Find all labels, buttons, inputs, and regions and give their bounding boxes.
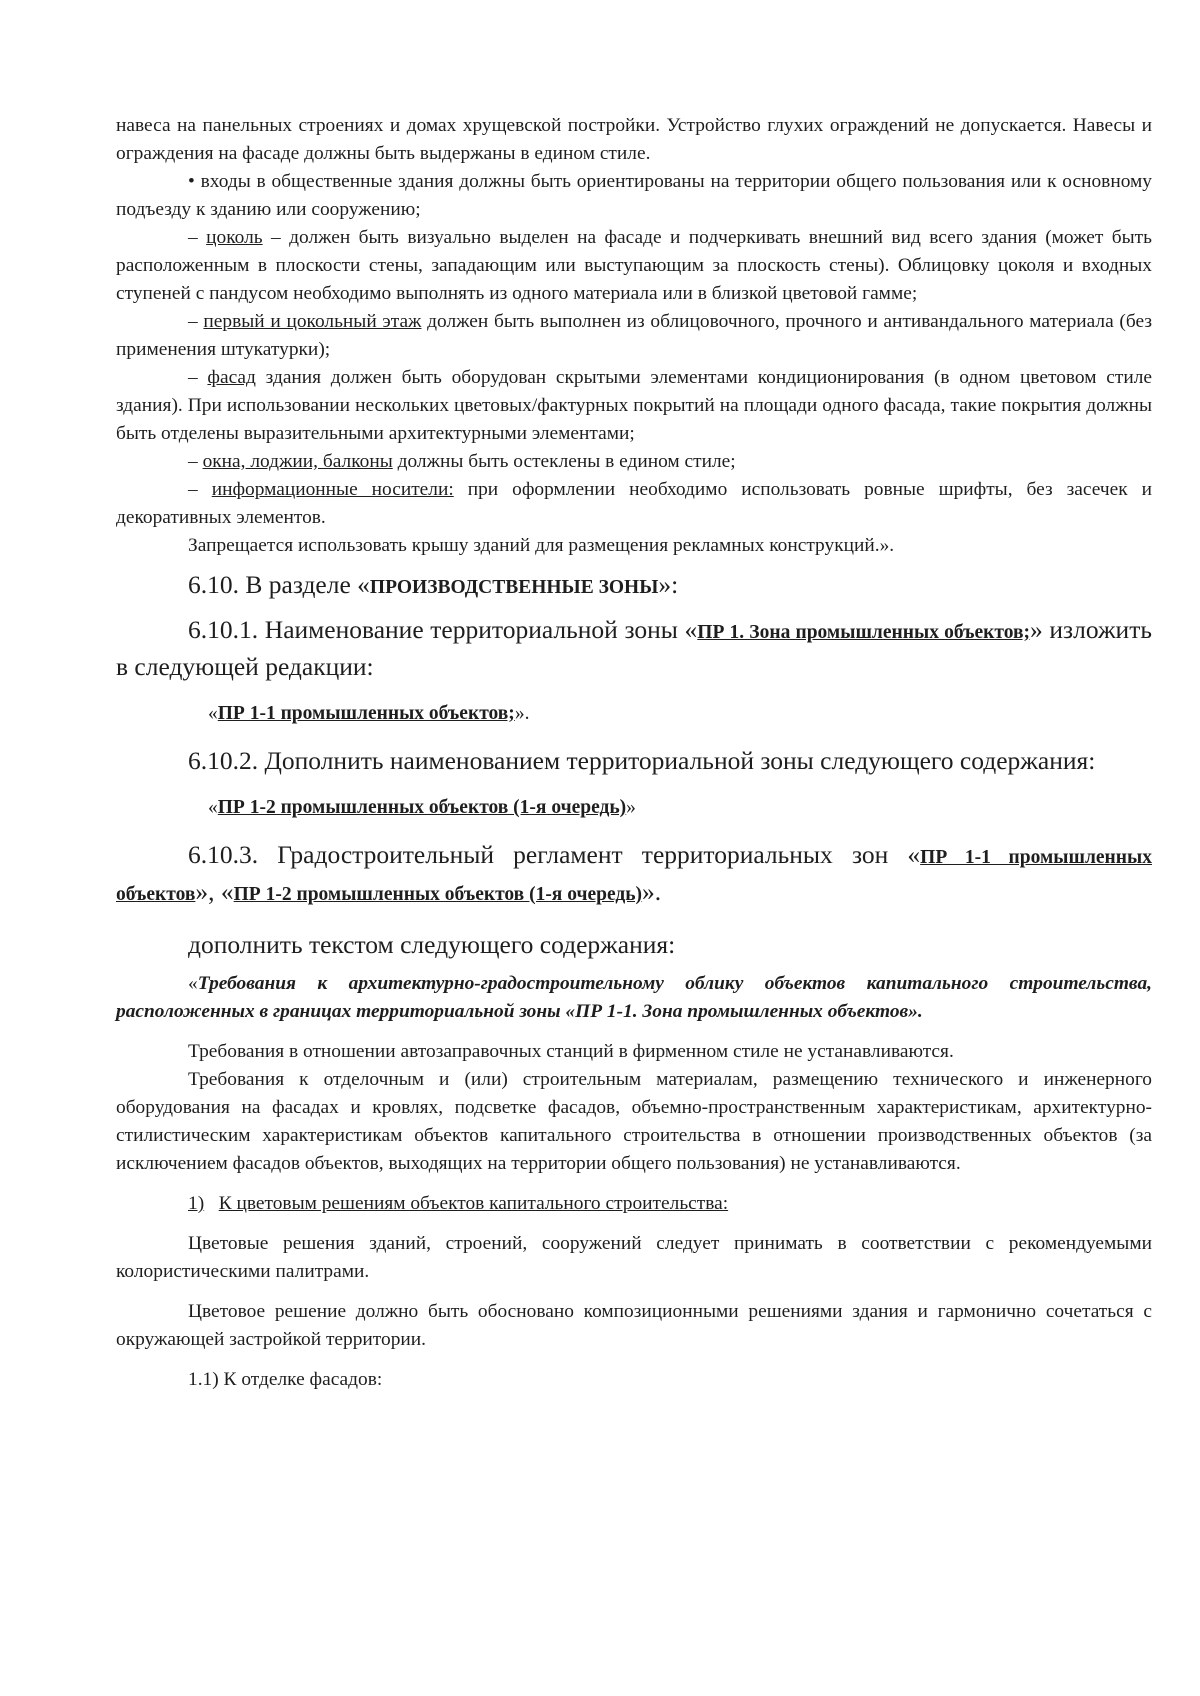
zone-name-1-1-ref: ПР 1-1 промышленных объектов [116, 847, 1152, 905]
paragraph-roof-ban: Запрещается использовать крышу зданий для размещения рекламных конструкций.». [188, 535, 895, 556]
dash-marker: – [188, 367, 198, 388]
term-first-floor: первый и цокольный этаж [203, 311, 422, 332]
term-facade: фасад [207, 367, 256, 388]
paragraph-color-palettes: Цветовые решения зданий, строений, сооружений следует принимать в соответствии с рекомендуемыми колористическими палитрами. [116, 1233, 1152, 1282]
list-item-1-number: 1) [188, 1193, 205, 1214]
zone-name-old: ПР 1. Зона промышленных объектов; [697, 622, 1030, 643]
paragraph-canopies: навеса на панельных строениях и домах хрущевской постройки. Устройство глухих ограждений не допускается. Навесы и ограждения на фасаде должны быть выдержаны в едином стиле. [116, 115, 1152, 164]
zone-name-1-1: ПР 1-1 промышленных объектов; [217, 703, 515, 724]
paragraph-windows: – окна, лоджии, балконы должны быть остеклены в едином стиле; [188, 451, 736, 472]
quote-zone-1-2: «ПР 1-2 промышленных объектов (1-я очередь)» [208, 797, 636, 818]
term-info-carriers: информационные носители: [211, 479, 454, 500]
heading-6-10-3-continuation: дополнить текстом следующего содержания: [188, 930, 676, 959]
paragraph-plinth: – цоколь – должен быть визуально выделен на фасаде и подчеркивать внешний вид всего здания (может быть расположенным в плоскости стены, западающим или выступающим за плоскость стены). Облицовку цоколя и входных ступеней с пандусом необходимо выполнять из одного материала или в близкой цветовой гамме; [116, 227, 1152, 304]
zone-name-1-2: ПР 1-2 промышленных объектов (1-я очередь) [217, 797, 627, 818]
paragraph-gas-stations: Требования в отношении автозаправочных станций в фирменном стиле не устанавливаются. [188, 1041, 954, 1062]
section-name: ПРОИЗВОДСТВЕННЫЕ ЗОНЫ [369, 577, 659, 598]
list-item-1-1: 1.1) К отделке фасадов: [188, 1369, 383, 1390]
quote-zone-1-1: «ПР 1-1 промышленных объектов;». [208, 703, 530, 724]
dash-marker: – [188, 451, 198, 472]
term-plinth: цоколь [206, 227, 263, 248]
paragraph-color-justification: Цветовое решение должно быть обосновано композиционными решениями здания и гармонично сочетаться с окружающей застройкой территории. [116, 1301, 1152, 1350]
list-item-1-text: К цветовым решениям объектов капитального строительства: [218, 1193, 729, 1214]
paragraph-materials: Требования к отделочным и (или) строительным материалам, размещению технического и инженерного оборудования на фасадах и кровлях, подсветке фасадов, объемно-пространственным характеристикам, архитектурно-стилистическим характеристикам объектов капитального строительства в отношении производственных объектов (за исключением фасадов объектов, выходящих на территории общего пользования) не устанавливаются. [116, 1069, 1152, 1174]
zone-name-1-2-ref: ПР 1-2 промышленных объектов (1-я очередь) [233, 884, 643, 905]
requirements-title: «Требования к архитектурно-градостроительному облику объектов капитального строительства, расположенных в границах территориальной зоны «ПР 1-1. Зона промышленных объектов». [116, 973, 1152, 1022]
dash-marker: – [188, 227, 198, 248]
document-page [116, 112, 1152, 1394]
paragraph-info-carriers: – информационные носители: при оформлении необходимо использовать ровные шрифты, без засечек и декоративных элементов. [116, 479, 1152, 528]
paragraph-entrances: • входы в общественные здания должны быть ориентированы на территории общего пользования или к основному подъезду к зданию или сооружению; [116, 171, 1152, 220]
dash-marker: – [188, 479, 198, 500]
list-item-1 [116, 1190, 1152, 1218]
heading-6-10-3: 6.10.3. Градостроительный регламент территориальных зон «ПР 1-1 промышленных объектов», «ПР 1-2 промышленных объектов (1-я очередь)». [116, 840, 1152, 906]
dash-marker: – [188, 311, 198, 332]
bullet-marker: • [188, 171, 195, 192]
paragraph-first-floor: – первый и цокольный этаж должен быть выполнен из облицовочного, прочного и антивандального материала (без применения штукатурки); [116, 311, 1152, 360]
paragraph-facade: – фасад здания должен быть оборудован скрытыми элементами кондиционирования (в одном цветовом стиле здания). При использовании нескольких цветовых/фактурных покрытий на площади одного фасада, такие покрытия должны быть отделены выразительными архитектурными элементами; [116, 367, 1152, 444]
heading-6-10-2: 6.10.2. Дополнить наименованием территориальной зоны следующего содержания: [188, 746, 1096, 775]
heading-6-10-1: 6.10.1. Наименование территориальной зоны «ПР 1. Зона промышленных объектов;» изложить в следующей редакции: [116, 615, 1152, 681]
heading-6-10: 6.10. В разделе «ПРОИЗВОДСТВЕННЫЕ ЗОНЫ»: [188, 570, 679, 599]
term-windows: окна, лоджии, балконы [202, 451, 393, 472]
